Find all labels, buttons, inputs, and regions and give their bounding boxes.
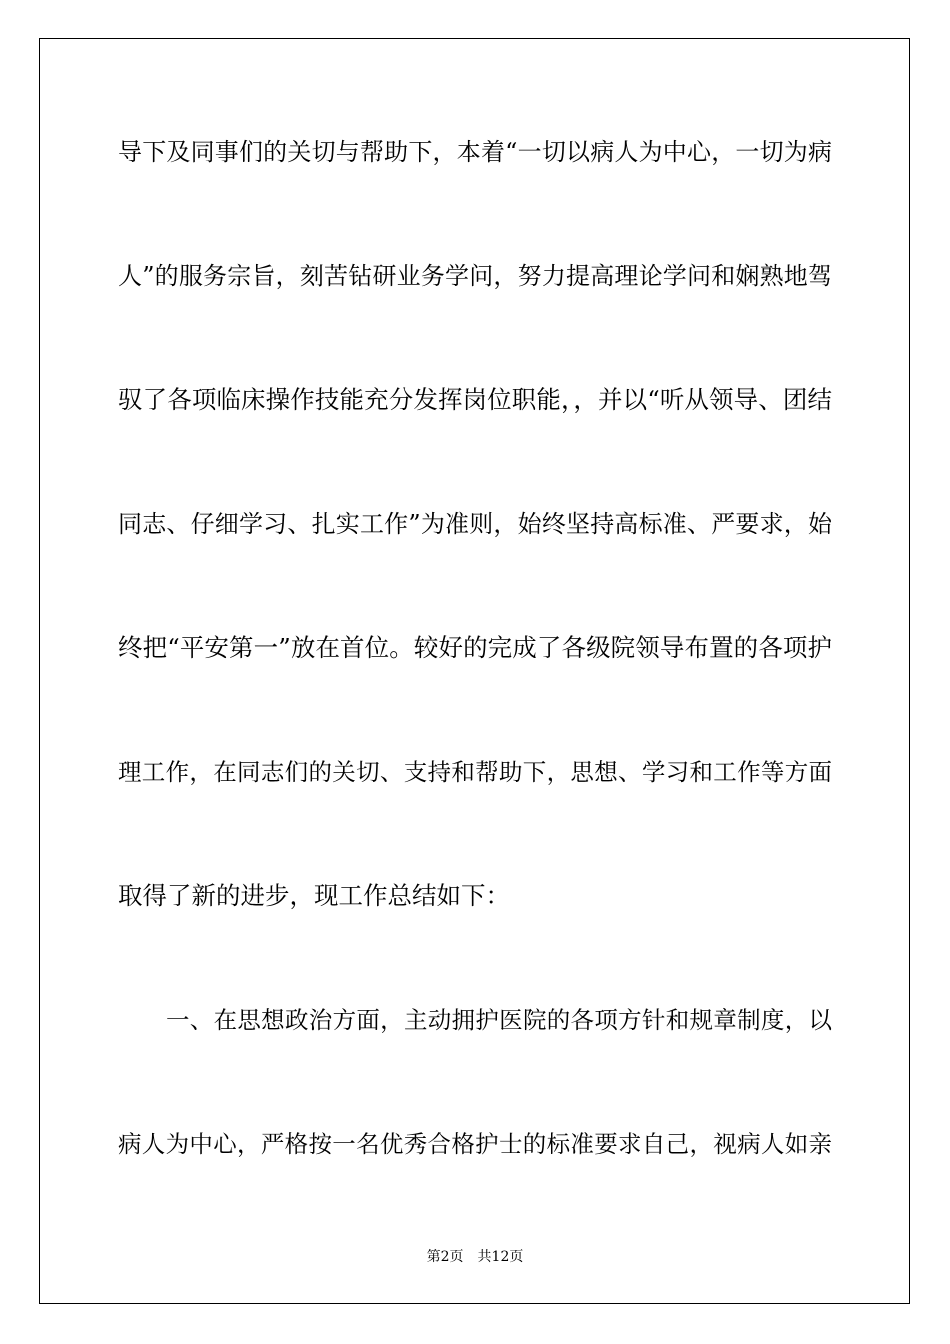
page-total: 共12页 xyxy=(477,1249,524,1265)
text-line: 导下及同事们的关切与帮助下，本着“一切以病人为中心，一切为病 xyxy=(118,138,832,166)
text-line: 同志、仔细学习、扎实工作”为准则，始终坚持高标准、严要求，始 xyxy=(118,510,832,538)
page-number: 第2页 xyxy=(426,1249,464,1265)
text-line: 驭了各项临床操作技能充分发挥岗位职能，，并以“听从领导、团结 xyxy=(118,385,832,414)
text-line: 人”的服务宗旨，刻苦钻研业务学问，努力提高理论学问和娴熟地驾 xyxy=(118,262,832,290)
text-line: 病人为中心，严格按一名优秀合格护士的标准要求自己，视病人如亲 xyxy=(118,1130,832,1158)
page-border xyxy=(39,38,910,1304)
text-line: 理工作，在同志们的关切、支持和帮助下，思想、学习和工作等方面 xyxy=(118,758,832,786)
text-line: 取得了新的进步，现工作总结如下： xyxy=(118,881,510,910)
page-footer xyxy=(0,1248,950,1266)
paragraph-first-line: 一、在思想政治方面，主动拥护医院的各项方针和规章制度，以 xyxy=(166,1006,832,1034)
text-line: 终把“平安第一”放在首位。较好的完成了各级院领导布置的各项护 xyxy=(118,633,832,662)
